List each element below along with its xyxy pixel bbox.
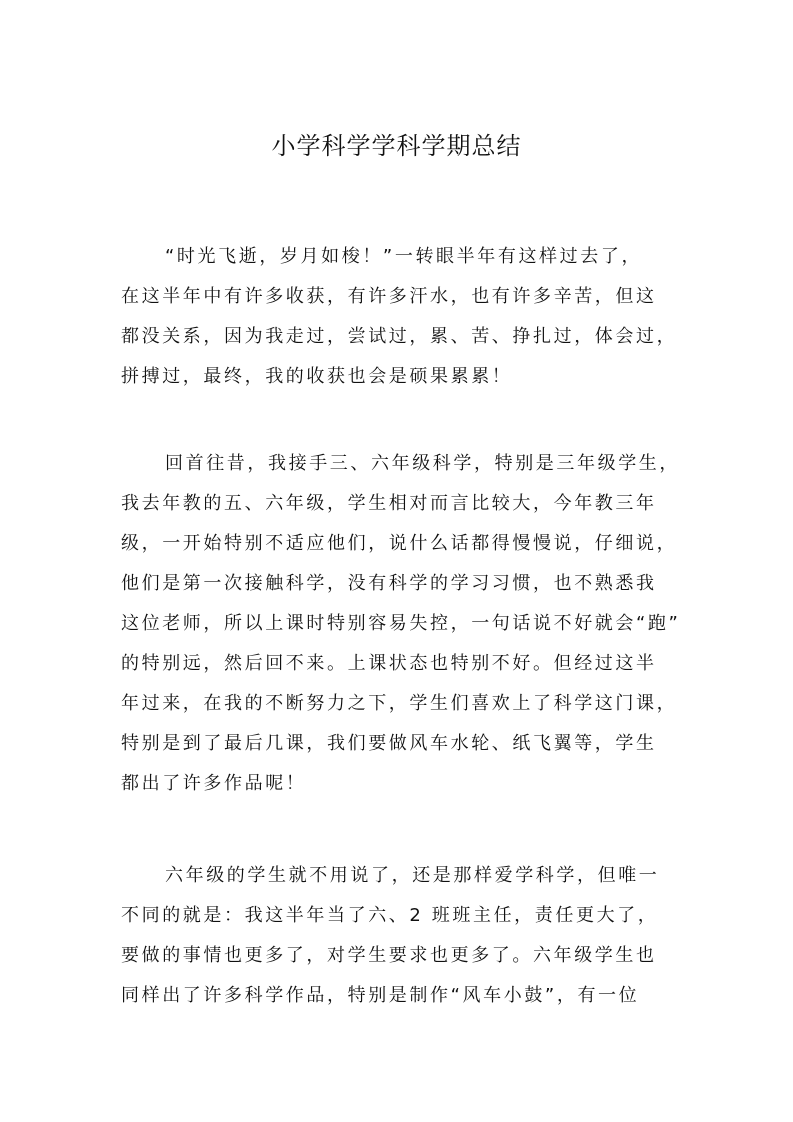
paragraph-line: 在这半年中有许多收获，有许多汗水，也有许多辛苦，但这 <box>121 286 657 307</box>
paragraph-line: 都没关系，因为我走过，尝试过，累、苦、挣扎过，体会过， <box>121 326 678 347</box>
paragraph-line: 同样出了许多科学作品，特别是制作“风车小鼓”，有一位 <box>121 985 640 1006</box>
paragraph-line: 他们是第一次接触科学，没有科学的学习习惯，也不熟悉我 <box>121 573 657 594</box>
paragraph-line: “时光飞逝，岁月如梭！”一转眼半年有这样过去了， <box>165 246 643 267</box>
paragraph-line: 六年级的学生就不用说了，还是那样爱学科学，但唯一 <box>165 865 660 886</box>
paragraph-line: 的特别远，然后回不来。上课状态也特别不好。但经过这半 <box>121 653 657 674</box>
paragraph-line: 都出了许多作品呢！ <box>121 773 307 794</box>
paragraph-line: 年过来，在我的不断努力之下，学生们喜欢上了科学这门课， <box>121 693 678 714</box>
paragraph-line: 我去年教的五、六年级，学生相对而言比较大，今年教三年 <box>121 493 657 514</box>
document-title: 小学科学学科学期总结 <box>271 132 522 160</box>
paragraph-line: 回首往昔，我接手三、六年级科学，特别是三年级学生， <box>165 453 680 474</box>
paragraph-line: 不同的就是：我这半年当了六、2 班班主任，责任更大了， <box>121 905 659 926</box>
paragraph-2 <box>121 444 681 804</box>
paragraph-3 <box>121 856 681 1016</box>
paragraph-line: 这位老师，所以上课时特别容易失控，一句话说不好就会“跑” <box>121 613 681 634</box>
paragraph-1 <box>121 237 681 397</box>
paragraph-line: 特别是到了最后几课，我们要做风车水轮、纸飞翼等，学生 <box>121 733 657 754</box>
paragraph-line: 级，一开始特别不适应他们，说什么话都得慢慢说，仔细说， <box>121 533 678 554</box>
paragraph-line: 拼搏过，最终，我的收获也会是硕果累累！ <box>121 366 513 387</box>
paragraph-line: 要做的事情也更多了，对学生要求也更多了。六年级学生也 <box>121 945 657 966</box>
